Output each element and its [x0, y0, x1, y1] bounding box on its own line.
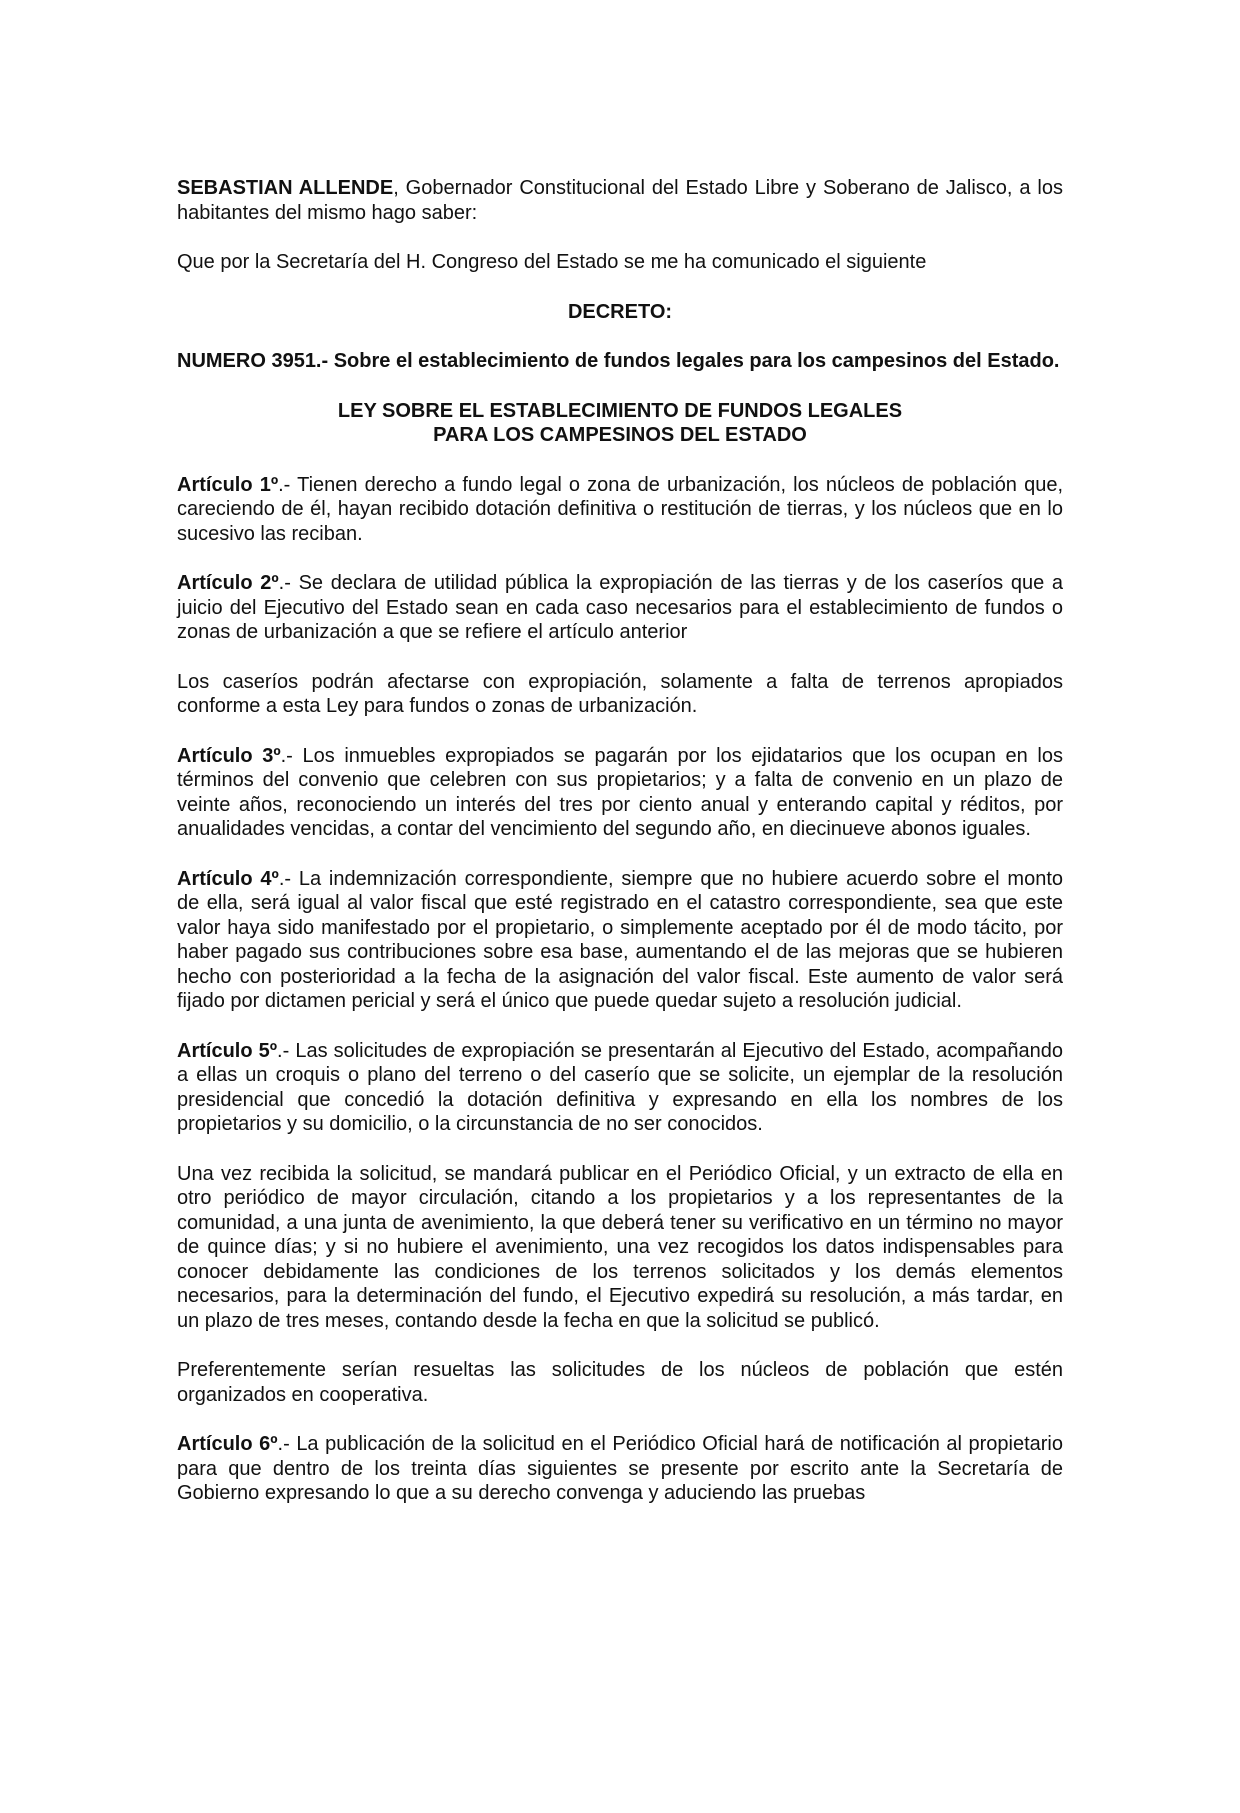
- law-title-line-2: PARA LOS CAMPESINOS DEL ESTADO: [433, 424, 807, 446]
- intro-paragraph: [177, 176, 1063, 225]
- article-2-label: Artículo 2º: [177, 572, 279, 594]
- article-5-label: Artículo 5º: [177, 1039, 278, 1062]
- article-6-label: Artículo 6º: [177, 1433, 278, 1455]
- law-title: [177, 399, 1063, 448]
- article-1-label: Artículo 1º: [177, 473, 279, 496]
- article-3-label: Artículo 3º: [177, 744, 281, 767]
- article-1-text: .- Tienen derecho a fundo legal o zona de urbanización, los núcleos de población que, careciendo de él, hayan recibido dotación definitiva o restitución de tierras, y los núcleos que en lo sucesivo las reciban.: [177, 473, 1063, 545]
- article-4-text: .- La indemnización correspondiente, siempre que no hubiere acuerdo sobre el monto de ella, será igual al valor fiscal que esté registrado en el catastro correspondiente, sea que este valor haya sido manifestado por el propietario, o simplemente aceptado por él de modo tácito, por haber pagado sus contribuciones sobre esa base, aumentando el de las mejoras que se hubieren hecho con posterioridad a la fecha de la asignación del valor fiscal. Este aumento de valor será fijado por dictamen pericial y será el único que puede quedar sujeto a resolución judicial.: [177, 867, 1063, 1012]
- decree-number: NUMERO 3951.- Sobre el establecimiento de fundos legales para los campesinos del Estado.: [177, 350, 1060, 372]
- document-page: [177, 176, 1063, 1531]
- article-4-label: Artículo 4º: [177, 867, 279, 890]
- article-2-text: .- Se declara de utilidad pública la expropiación de las tierras y de los caseríos que a juicio del Ejecutivo del Estado sean en cada caso necesarios para el establecimiento de fundos o zonas de urbanización a que se refiere el artículo anterior: [177, 572, 1063, 643]
- article-4: [177, 867, 1063, 1014]
- article-5-paragraph-2: Una vez recibida la solicitud, se mandará publicar en el Periódico Oficial, y un extracto de ella en otro periódico de mayor circulación, citando a los propietarios y a los representantes de la comunidad, a una junta de avenimiento, la que deberá tener su verificativo en un término no mayor de quince días; y si no hubiere el avenimiento, una vez recogidos los datos indispensables para conocer debidamente las condiciones de los terrenos solicitados y los demás elementos necesarios, para la determinación del fundo, el Ejecutivo expedirá su resolución, a más tardar, en un plazo de tres meses, contando desde la fecha en que la solicitud se publicó.: [177, 1162, 1063, 1332]
- article-2-paragraph-2: Los caseríos podrán afectarse con expropiación, solamente a falta de terrenos apropiados conforme a esta Ley para fundos o zonas de urbanización.: [177, 670, 1063, 717]
- article-3: [177, 744, 1063, 842]
- decreto-heading: DECRETO:: [567, 300, 673, 323]
- article-2: [177, 571, 1063, 645]
- article-5: [177, 1039, 1063, 1137]
- article-3-text: .- Los inmuebles expropiados se pagarán por los ejidatarios que los ocupan en los términos del convenio que celebren con sus propietarios; y a falta de convenio en un plazo de veinte años, reconociendo un interés del tres por ciento anual y enterando capital y réditos, por anualidades vencidas, a contar del vencimiento del segundo año, en diecinueve abonos iguales.: [177, 744, 1063, 840]
- communicated-paragraph: Que por la Secretaría del H. Congreso del Estado se me ha comunicado el siguiente: [177, 251, 927, 273]
- governor-name: SEBASTIAN ALLENDE: [177, 177, 394, 199]
- article-1: [177, 473, 1063, 547]
- article-5-text: .- Las solicitudes de expropiación se presentarán al Ejecutivo del Estado, acompañando a ellas un croquis o plano del terreno o del caserío que se solicite, un ejemplar de la resolución presidencial que concedió la dotación definitiva y expresando en ella los nombres de los propietarios y su domicilio, o la circunstancia de no ser conocidos.: [177, 1039, 1063, 1135]
- intro-text: , Gobernador Constitucional del Estado Libre y Soberano de Jalisco, a los habitantes del mismo hago saber:: [177, 177, 1063, 224]
- article-5-paragraph-3: Preferentemente serían resueltas las solicitudes de los núcleos de población que estén organizados en cooperativa.: [177, 1359, 1063, 1406]
- law-title-line-1: LEY SOBRE EL ESTABLECIMIENTO DE FUNDOS LEGALES: [337, 399, 903, 422]
- article-6-text: .- La publicación de la solicitud en el Periódico Oficial hará de notificación al propietario para que dentro de los treinta días siguientes se presente por escrito ante la Secretaría de Gobierno expresando lo que a su derecho convenga y aduciendo las pruebas: [177, 1433, 1063, 1504]
- article-6: [177, 1432, 1063, 1506]
